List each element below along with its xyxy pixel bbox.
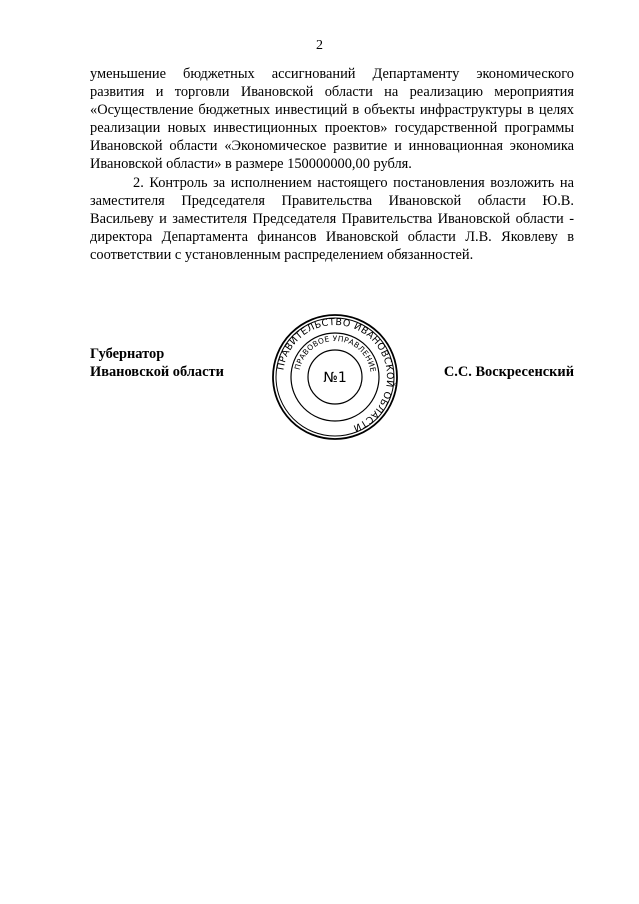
- svg-text:ПРАВОВОЕ УПРАВЛЕНИЕ: [293, 334, 378, 373]
- signatory-title: [90, 345, 224, 381]
- seal-outer-text: ПРАВИТЕЛЬСТВО ИВАНОВСКОЙ ОБЛАСТИ: [275, 316, 396, 434]
- signatory-title-line-2: Ивановской области: [90, 364, 224, 380]
- page-number: 2: [316, 38, 323, 53]
- seal-inner-text: ПРАВОВОЕ УПРАВЛЕНИЕ: [292, 333, 378, 374]
- signatory-name: С.С. Воскресенский: [443, 364, 574, 380]
- signatory-title-line-1: Губернатор: [90, 346, 165, 362]
- paragraph-2: 2. Контроль за исполнением настоящего постановления возложить на заместителя Председателя Правительства Ивановской области Ю.В. Васильеву и заместителя Председателя Правительства Ивановской области - директора Департамента финансов Ивановской области Л.В. Яковлеву в соответствии с установленным распределением обязанностей.: [90, 174, 574, 263]
- paragraph-1: уменьшение бюджетных ассигнований Департаменту экономического развития и торговли Ивановской области на реализацию мероприятия «Осуществление бюджетных инвестиций в объекты инфраструктуры в целях реализации новых инвестиционных проектов» государственной программы Ивановской области «Экономическое развитие и инновационная экономика Ивановской области» в размере 150000000,00 рубля.: [90, 66, 574, 173]
- official-seal: [270, 312, 400, 442]
- document-body: [90, 65, 574, 264]
- seal-center-text: №1: [323, 370, 347, 386]
